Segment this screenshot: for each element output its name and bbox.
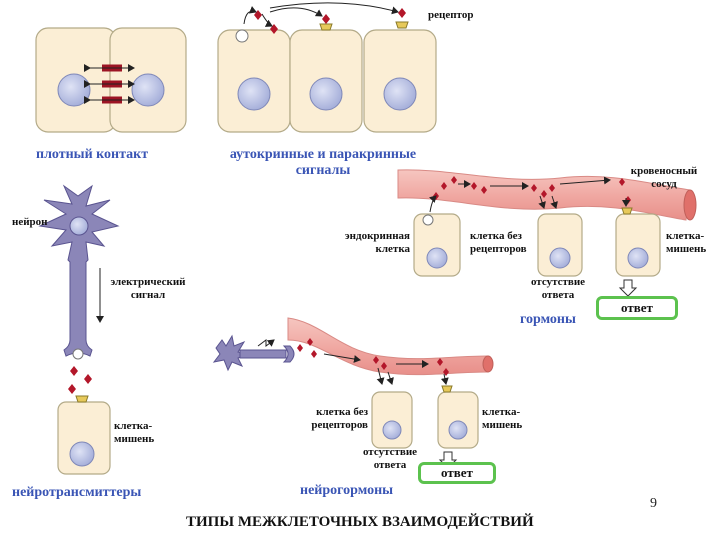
- label-receptor: рецептор: [428, 9, 474, 21]
- nucleus: [427, 248, 447, 268]
- receptor-icon: [76, 396, 88, 402]
- label-tight-junction: плотный контакт: [36, 147, 149, 162]
- vessel-opening: [684, 190, 696, 220]
- nucleus: [132, 74, 164, 106]
- label-neuron: нейрон: [12, 216, 48, 228]
- receptor-icon: [442, 386, 452, 392]
- label-no-response-h: отсутствие ответа: [530, 276, 586, 301]
- nucleus: [384, 78, 416, 110]
- secretory-vesicle: [423, 215, 433, 225]
- receptor-icon: [320, 24, 332, 30]
- nucleus: [238, 78, 270, 110]
- tight-junction-panel: [36, 28, 186, 132]
- nucleus: [628, 248, 648, 268]
- label-neurotransmitters: нейротрансмиттеры: [12, 485, 142, 500]
- label-electrical-signal: электрический сигнал: [110, 276, 186, 301]
- label-target-cell-nh: клетка- мишень: [482, 406, 523, 431]
- neuron-shape: [40, 186, 118, 356]
- label-no-response-nh: отсутствие ответа: [362, 446, 418, 471]
- label-hormones: гормоны: [520, 312, 576, 327]
- nucleus: [58, 74, 90, 106]
- autocrine-paracrine-panel: [218, 3, 436, 132]
- target-cell: [438, 392, 478, 448]
- label-target-cell-h: клетка- мишень: [666, 230, 707, 255]
- secretory-vesicle: [236, 30, 248, 42]
- neurotransmitter-panel: [40, 186, 118, 474]
- synaptic-vesicle: [73, 349, 83, 359]
- cell-without-receptors: [372, 392, 412, 448]
- neuron-nucleus: [70, 217, 88, 235]
- nucleus: [449, 421, 467, 439]
- receptor-icon: [622, 208, 632, 214]
- label-target-cell-nt: клетка- мишень: [114, 420, 155, 445]
- axon: [240, 350, 286, 358]
- label-endocrine-cell: эндокринная клетка: [344, 230, 410, 255]
- page-number: 9: [650, 496, 657, 511]
- nucleus: [310, 78, 342, 110]
- label-autocrine-paracrine: аутокринные и паракринные сигналы: [229, 147, 417, 179]
- vessel-opening: [483, 356, 493, 372]
- label-cell-no-receptors-h: клетка без рецепторов: [470, 230, 527, 255]
- neurotransmitter-molecules: [68, 366, 92, 394]
- blood-vessel: [288, 318, 488, 375]
- nucleus: [550, 248, 570, 268]
- nucleus: [70, 442, 94, 466]
- down-arrow-icon: [620, 280, 636, 296]
- label-cell-no-receptors-nh: клетка без рецепторов: [311, 406, 368, 431]
- response-box-hormones: ответ: [596, 296, 678, 320]
- response-box-neurohormones: ответ: [418, 462, 496, 484]
- page-title: ТИПЫ МЕЖКЛЕТОЧНЫХ ВЗАИМОДЕЙСТВИЙ: [186, 514, 534, 530]
- nucleus: [383, 421, 401, 439]
- label-neurohormones: нейрогормоны: [300, 483, 394, 498]
- label-blood-vessel: кровеносный сосуд: [630, 165, 698, 190]
- receptor-icon: [396, 22, 408, 28]
